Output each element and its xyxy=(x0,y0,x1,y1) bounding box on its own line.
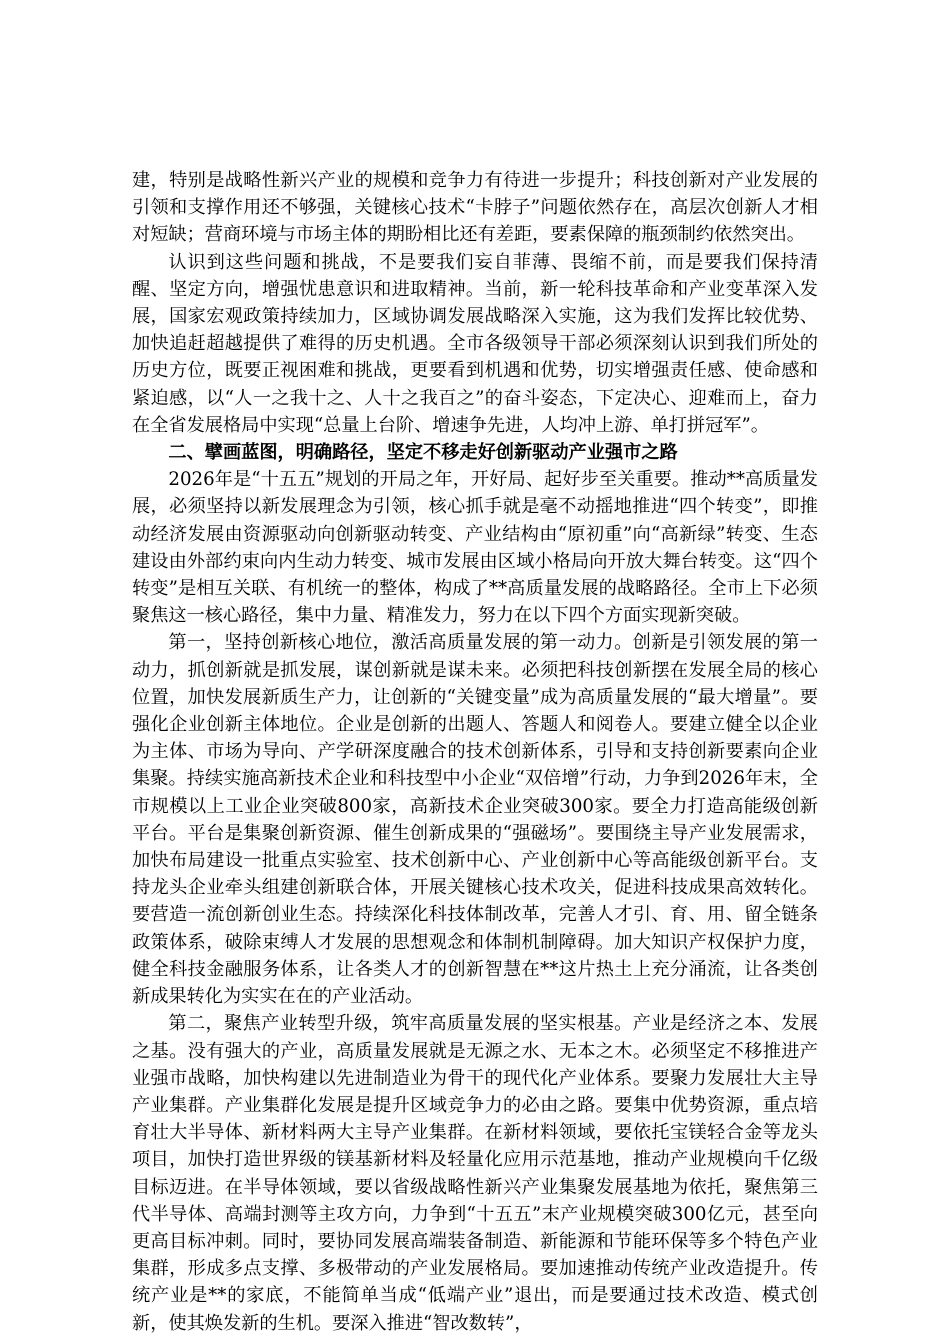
paragraph-four-transformations: 2026年是“十五五”规划的开局之年，开好局、起好步至关重要。推动**高质量发展，必须坚持以新发展理念为引领，核心抓手就是毫不动摇地推进“四个转变”，即推动经济发展由资源驱动向创新驱动转变、产业结构由“原初重”向“高新绿”转变、生态建设由外部约束向内生动力转变、城市发展由区域小格局向开放大舞台转变。这“四个转变”是相互关联、有机统一的整体，构成了**高质量发展的战略路径。全市上下必须聚焦这一核心路径，集中力量、精准发力，努力在以下四个方面实现新突破。 xyxy=(132,469,818,627)
paragraph-continuation: 建，特别是战略性新兴产业的规模和竞争力有待进一步提升；科技创新对产业发展的引领和支撑作用还不够强，关键核心技术“卡脖子”问题依然存在，高层次创新人才相对短缺；营商环境与市场主体的期盼相比还有差距，要素保障的瓶颈制约依然突出。 xyxy=(132,170,818,246)
document-body xyxy=(132,167,818,1337)
paragraph-innovation: 第一，坚持创新核心地位，激活高质量发展的第一动力。创新是引领发展的第一动力，抓创新就是抓发展，谋创新就是谋未来。必须把科技创新摆在发展全局的核心位置，加快发展新质生产力，让创新的“关键变量”成为高质量发展的“最大增量”。要强化企业创新主体地位。企业是创新的出题人、答题人和阅卷人。要建立健全以企业为主体、市场为导向、产学研深度融合的技术创新体系，引导和支持创新要素向企业集聚。持续实施高新技术企业和科技型中小企业“双倍增”行动，力争到2026年末，全市规模以上工业企业突破800家，高新技术企业突破300家。要全力打造高能级创新平台。平台是集聚创新资源、催生创新成果的“强磁场”。要围绕主导产业发展需求，加快布局建设一批重点实验室、技术创新中心、产业创新中心等高能级创新平台。支持龙头企业牵头组建创新联合体，开展关键核心技术攻关，促进科技成果高效转化。要营造一流创新创业生态。持续深化科技体制改革，完善人才引、育、用、留全链条政策体系，破除束缚人才发展的思想观念和体制机制障碍。加大知识产权保护力度，健全科技金融服务体系，让各类人才的创新智慧在**这片热土上充分涌流，让各类创新成果转化为实实在在的产业活动。 xyxy=(132,632,818,1008)
paragraph-challenges: 认识到这些问题和挑战，不是要我们妄自菲薄、畏缩不前，而是要我们保持清醒、坚定方向，增强忧患意识和进取精神。当前，新一轮科技革命和产业变革深入发展，国家宏观政策持续加力，区域协调发展战略深入实施，这为我们发挥比较优势、加快追赶超越提供了难得的历史机遇。全市各级领导干部必须深刻认识到我们所处的历史方位，既要正视困难和挑战，更要看到机遇和优势，切实增强责任感、使命感和紧迫感，以“人一之我十之、人十之我百之”的奋斗姿态，下定决心、迎难而上，奋力在全省发展格局中实现“总量上台阶、增速争先进，人均冲上游、单打拼冠军”。 xyxy=(132,251,818,436)
section-heading-2: 二、擘画蓝图，明确路径，坚定不移走好创新驱动产业强市之路 xyxy=(168,442,678,464)
paragraph-industry: 第二，聚焦产业转型升级，筑牢高质量发展的坚实根基。产业是经济之本、发展之基。没有强大的产业，高质量发展就是无源之水、无本之木。必须坚定不移推进产业强市战略，加快构建以先进制造业为骨干的现代化产业体系。要聚力发展壮大主导产业集群。产业集群化发展是提升区域竞争力的必由之路。要集中优势资源，重点培育壮大半导体、新材料两大主导产业集群。在新材料领域，要依托宝镁轻合金等龙头项目，加快打造世界级的镁基新材料及轻量化应用示范基地，推动产业规模向千亿级目标迈进。在半导体领域，要以省级战略性新兴产业集聚发展基地为依托，聚焦第三代半导体、高端封测等主攻方向，力争到“十五五”末产业规模突破300亿元，甚至向更高目标冲刺。同时，要协同发展高端装备制造、新能源和节能环保等多个特色产业集群，形成多点支撑、多极带动的产业发展格局。要加速推动传统产业改造提升。传统产业是**的家底，不能简单当成“低端产业”退出，而是要通过技术改造、模式创新，使其焕发新的生机。要深入推进“智改数转”， xyxy=(132,1013,818,1334)
